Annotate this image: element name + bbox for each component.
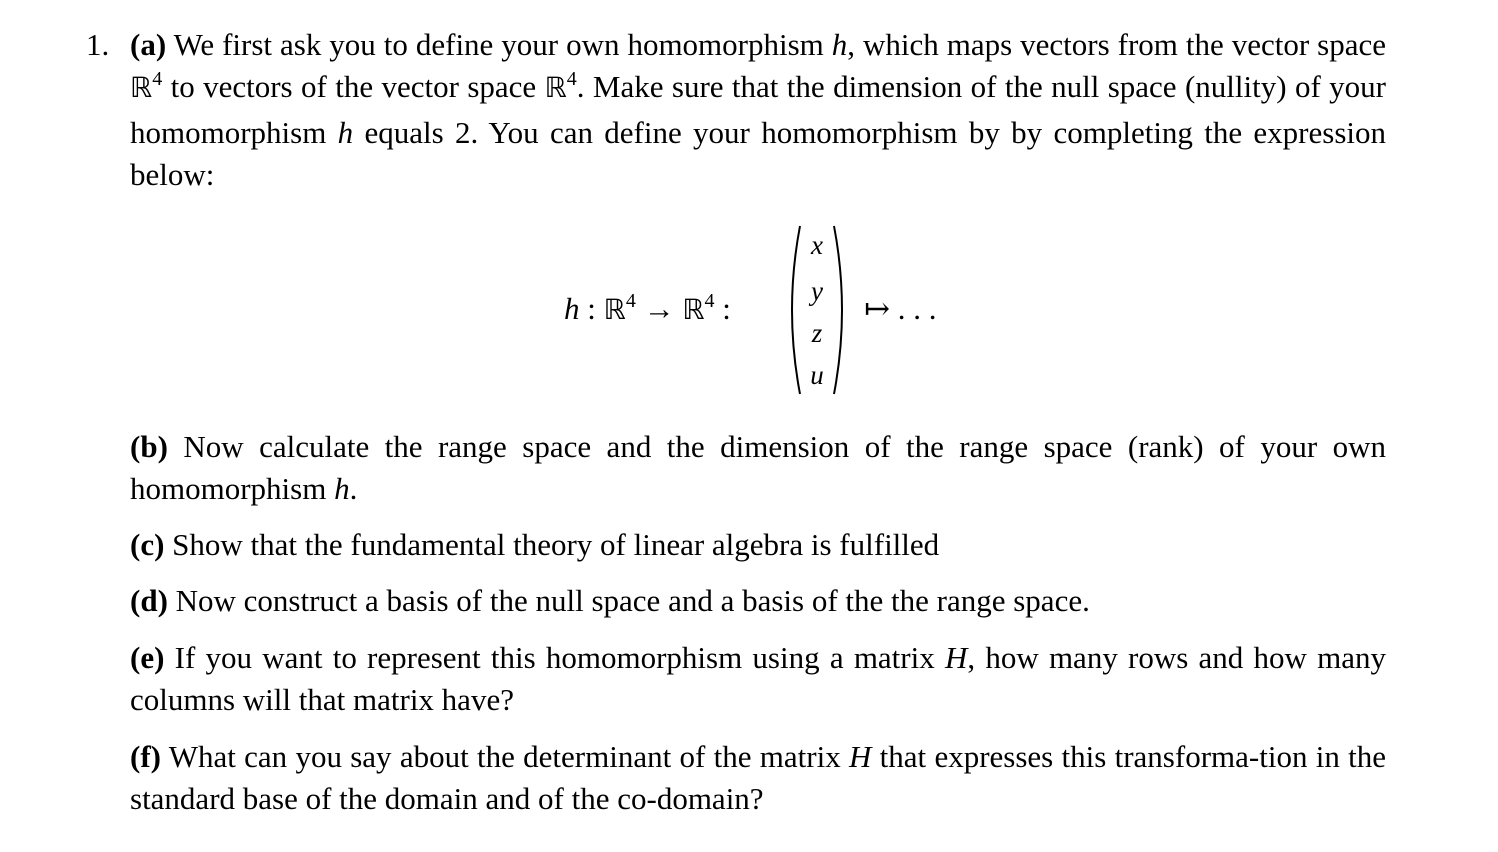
vector-component-u: u [810, 360, 824, 390]
part-b-text-1: Now calculate the range space and the dimension of the range space (rank) of your own homomorphism [130, 429, 1386, 506]
vector-component-z: z [811, 318, 823, 348]
part-a-sup-2: 4 [566, 68, 577, 90]
part-a-text-4: . Make sure that the dimension of the null space (nullity) of your homomorphism [130, 69, 1386, 150]
part-b-h: h [334, 471, 350, 506]
part-d-text-1: Now construct a basis of the null space and a basis of the the range space. [167, 583, 1090, 618]
part-b [130, 426, 1386, 510]
formula-R-codomain: ℝ [682, 293, 705, 326]
part-a [130, 24, 1386, 196]
vector-component-x: x [811, 230, 823, 260]
part-f-H: H [849, 739, 872, 774]
part-e-H: H [944, 640, 968, 675]
formula-colon-2: : [714, 291, 731, 326]
part-a-R-1: ℝ [130, 71, 153, 104]
formula-mapsto: ↦ . . . [864, 291, 937, 326]
formula-arrow: → [635, 291, 683, 326]
formula-sup-domain: 4 [625, 290, 636, 312]
part-a-sup-1: 4 [152, 68, 163, 90]
part-f-text-2: that expresses this transforma-tion in the standard base of the domain and of the co-domain? [130, 739, 1387, 816]
part-a-h-1: h [831, 27, 848, 62]
vector-component-y: y [811, 276, 823, 306]
part-f-label: (f) [130, 739, 161, 774]
part-d [130, 580, 1386, 622]
part-e-text-1: If you want to represent this homomorphism using a matrix [164, 640, 945, 675]
part-e [130, 637, 1386, 721]
part-a-label: (a) [130, 27, 167, 62]
part-a-R-2: ℝ [544, 71, 567, 104]
part-f [130, 736, 1386, 820]
part-a-h-2: h [337, 115, 354, 150]
formula-signature [564, 288, 731, 334]
formula-R-domain: ℝ [603, 293, 626, 326]
part-a-text-2: , which maps vectors from the vector space [847, 27, 1386, 62]
formula-colon-1: : [579, 291, 604, 326]
part-e-label: (e) [130, 640, 165, 675]
formula-sup-codomain: 4 [704, 290, 715, 312]
part-c-label: (c) [130, 527, 165, 562]
part-c [130, 524, 1386, 566]
column-vector [786, 222, 848, 398]
part-f-text-1: What can you say about the determinant of the matrix [160, 739, 849, 774]
formula-h: h [564, 291, 580, 326]
part-b-label: (b) [130, 429, 168, 464]
part-a-text-1: We first ask you to define your own homomorphism [166, 27, 832, 62]
part-d-label: (d) [130, 583, 168, 618]
problem-number: 1. [86, 27, 110, 62]
part-a-text-5: equals 2. You can define your homomorphism by by completing the expression below: [130, 115, 1387, 192]
part-a-text-3: to vectors of the vector space [162, 69, 545, 104]
part-c-text-1: Show that the fundamental theory of linear algebra is fulfilled [164, 527, 940, 562]
part-e-text-2: , how many rows and how many columns will that matrix have? [130, 640, 1386, 717]
part-b-text-2: . [349, 471, 358, 506]
